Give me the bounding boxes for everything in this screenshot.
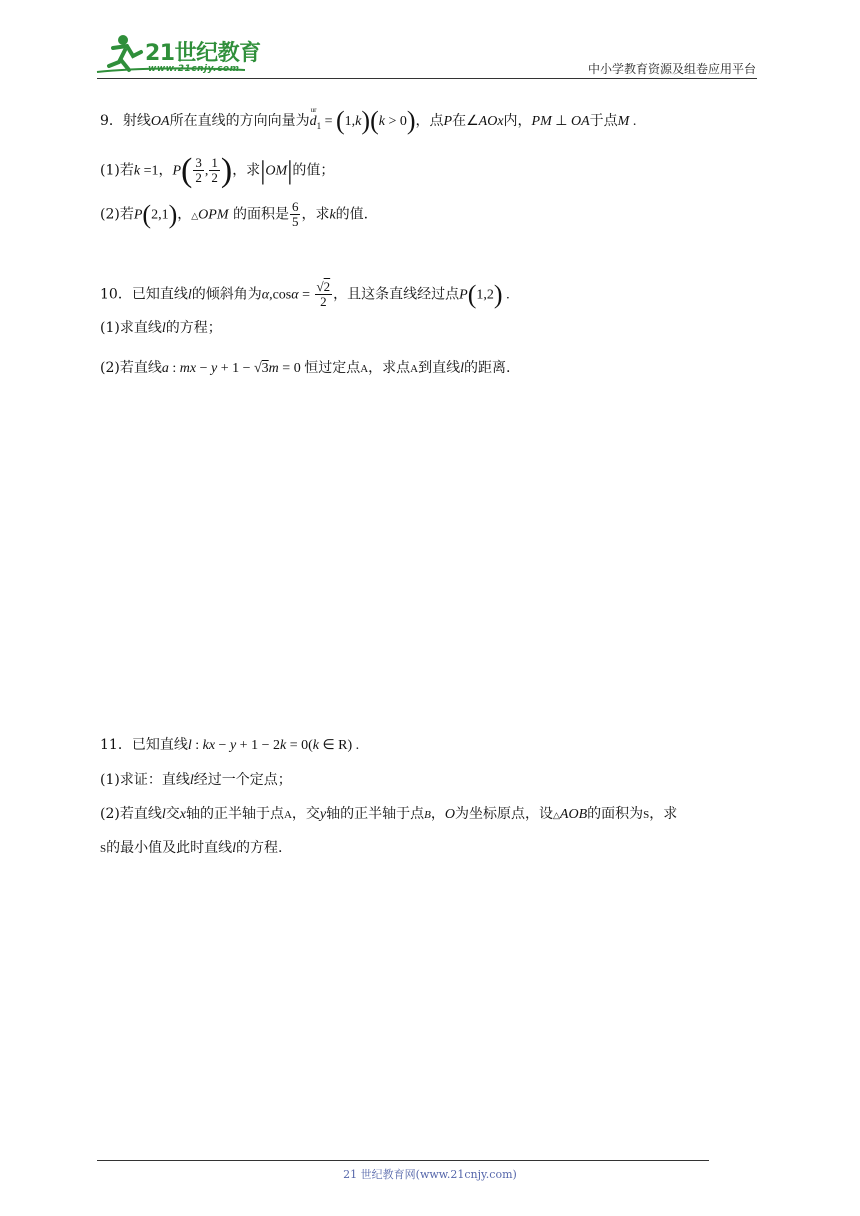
question-9-stem: 9．射线OA所在直线的方向向量为$d_1$ ur = (1,k)(k > 0)，点P在∠AOx内，PM ⊥ OA于点M .: [100, 106, 637, 135]
header-platform-name: 中小学教育资源及组卷应用平台: [587, 62, 756, 76]
question-11-part-2-cont: S的最小值及此时直线l的方程.: [100, 840, 283, 856]
question-9-part-2: (2)若P(2,1)，△OPM 的面积是 $\frac{6}{5}$ ，求k的值.: [100, 199, 369, 229]
logo-text: 21世纪教育: [145, 41, 261, 66]
header-divider: [97, 78, 757, 79]
question-11-stem: 11．已知直线l : kx − y + 1 − 2k = 0(k ∈ R) .: [100, 737, 360, 753]
question-10-stem: 10．已知直线l的倾斜角为α,cosα = $\frac{√2}{2}$ ，且这条直线经过点P(1,2) .: [100, 279, 510, 309]
question-9-part-1: (1)若k =1，P( $\frac{3}{2}$ , $\frac{1}{2}$ )，求|OM|的值；: [100, 151, 335, 189]
footer-divider: [97, 1160, 709, 1161]
question-11-part-2: (2)若直线l交x轴的正半轴于点A，交y轴的正半轴于点B，O为坐标原点，设△AOB的面积为S，求: [100, 806, 678, 822]
question-10-part-2: (2)若直线a : mx − y + 1 − √3m = 0 恒过定点A，求点A到直线l的距离.: [100, 360, 511, 376]
footer-site-link[interactable]: 21 世纪教育网(www.21cnjy.com): [343, 1168, 517, 1181]
logo-url: www.21cnjy.com: [148, 64, 240, 74]
question-11-part-1: (1)求证：直线l经过一个定点；: [100, 772, 292, 788]
question-10-part-1: (1)求直线l的方程；: [100, 320, 222, 336]
